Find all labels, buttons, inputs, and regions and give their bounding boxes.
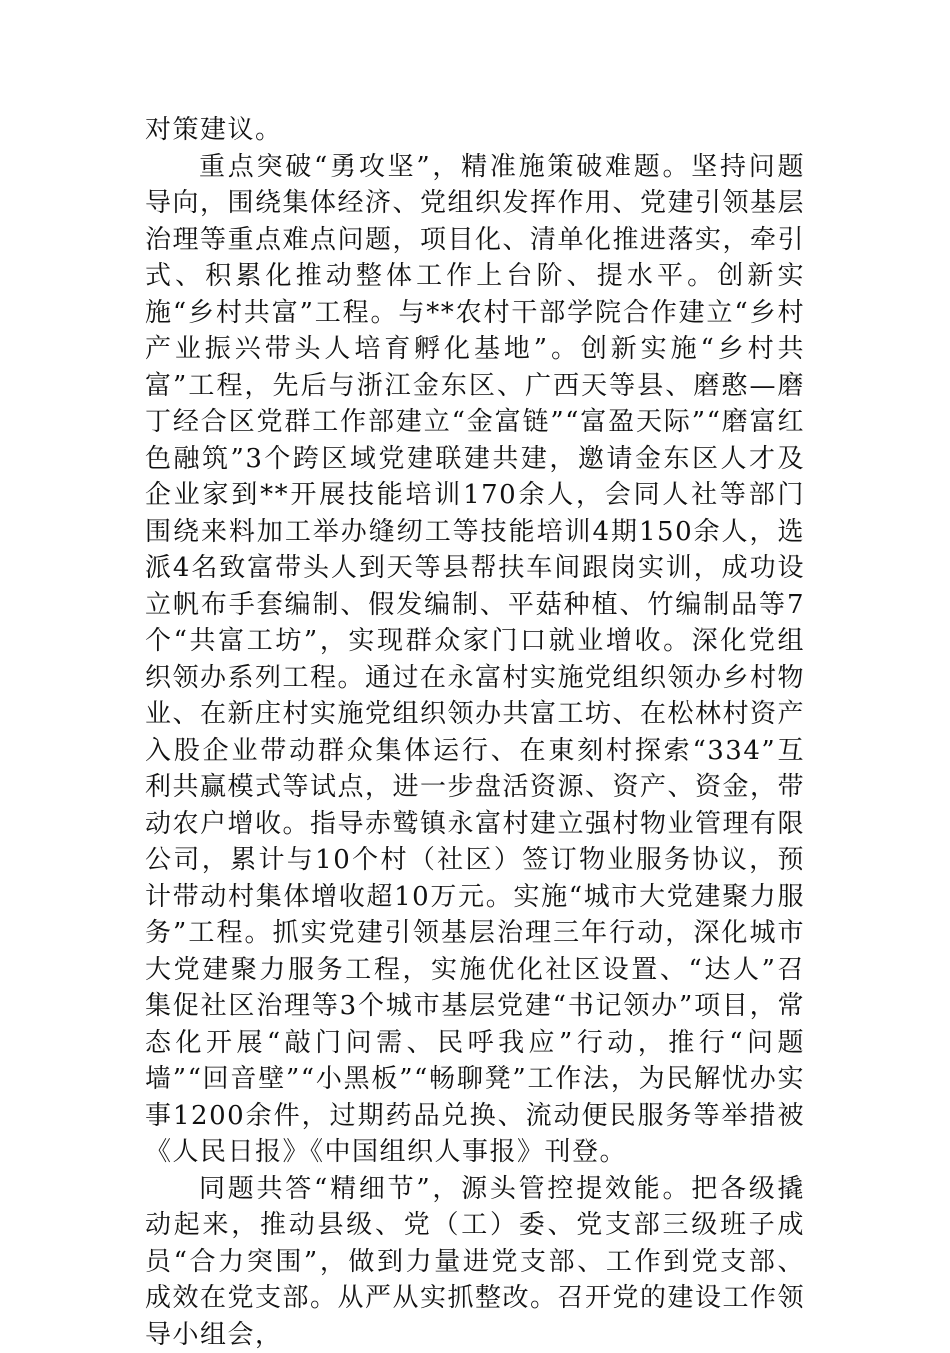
paragraph-key-breakthrough: 重点突破“勇攻坚”，精准施策破难题。坚持问题导向，围绕集体经济、党组织发挥作用、党建引领基层治理等重点难点问题，项目化、清单化推进落实，牵引式、积累化推动整体工作上台阶、提水平。创新实施“乡村共富”工程。与**农村干部学院合作建立“乡村产业振兴带头人培育孵化基地”。创新实施“乡村共富”工程，先后与浙江金东区、广西天等县、磨憨—磨丁经合区党群工作部建立“金富链”“富盈天际”“磨富红色融筑”3个跨区域党建联建共建，邀请金东区人才及企业家到**开展技能培训170余人，会同人社等部门围绕来料加工举办缝纫工等技能培训4期150余人，选派4名致富带头人到天等县帮扶车间跟岗实训，成功设立帆布手套编制、假发编制、平菇种植、竹编制品等7个“共富工坊”，实现群众家门口就业增收。深化党组织领办系列工程。通过在永富村实施党组织领办乡村物业、在新庄村实施党组织领办共富工坊、在松林村资产入股企业带动群众集体运行、在東刻村探索“334”互利共赢模式等试点，进一步盘活资源、资产、资金，带动农户增收。指导赤鹫镇永富村建立强村物业管理有限公司，累计与10个村（社区）签订物业服务协议，预计带动村集体增收超10万元。实施“城市大党建聚力服务”工程。抓实党建引领基层治理三年行动，深化城市大党建聚力服务工程，实施优化社区设置、“达人”召集促社区治理等3个城市基层党建“书记领办”项目，常态化开展“敲门问需、民呼我应”行动，推行“问题墙”“回音壁”“小黑板”“畅聊凳”工作法，为民解忧办实事1200余件，过期药品兑换、流动便民服务等举措被《人民日报》《中国组织人事报》刊登。 [145,149,805,1171]
paragraph-continuation: 对策建议。 [145,112,805,149]
paragraph-joint-answer: 同题共答“精细节”，源头管控提效能。把各级撬动起来，推动县级、党（工）委、党支部三级班子成员“合力突围”，做到力量进党支部、工作到党支部、成效在党支部。从严从实抓整改。召开党的建设工作领导小组会， [145,1171,805,1353]
document-page [145,112,805,1353]
